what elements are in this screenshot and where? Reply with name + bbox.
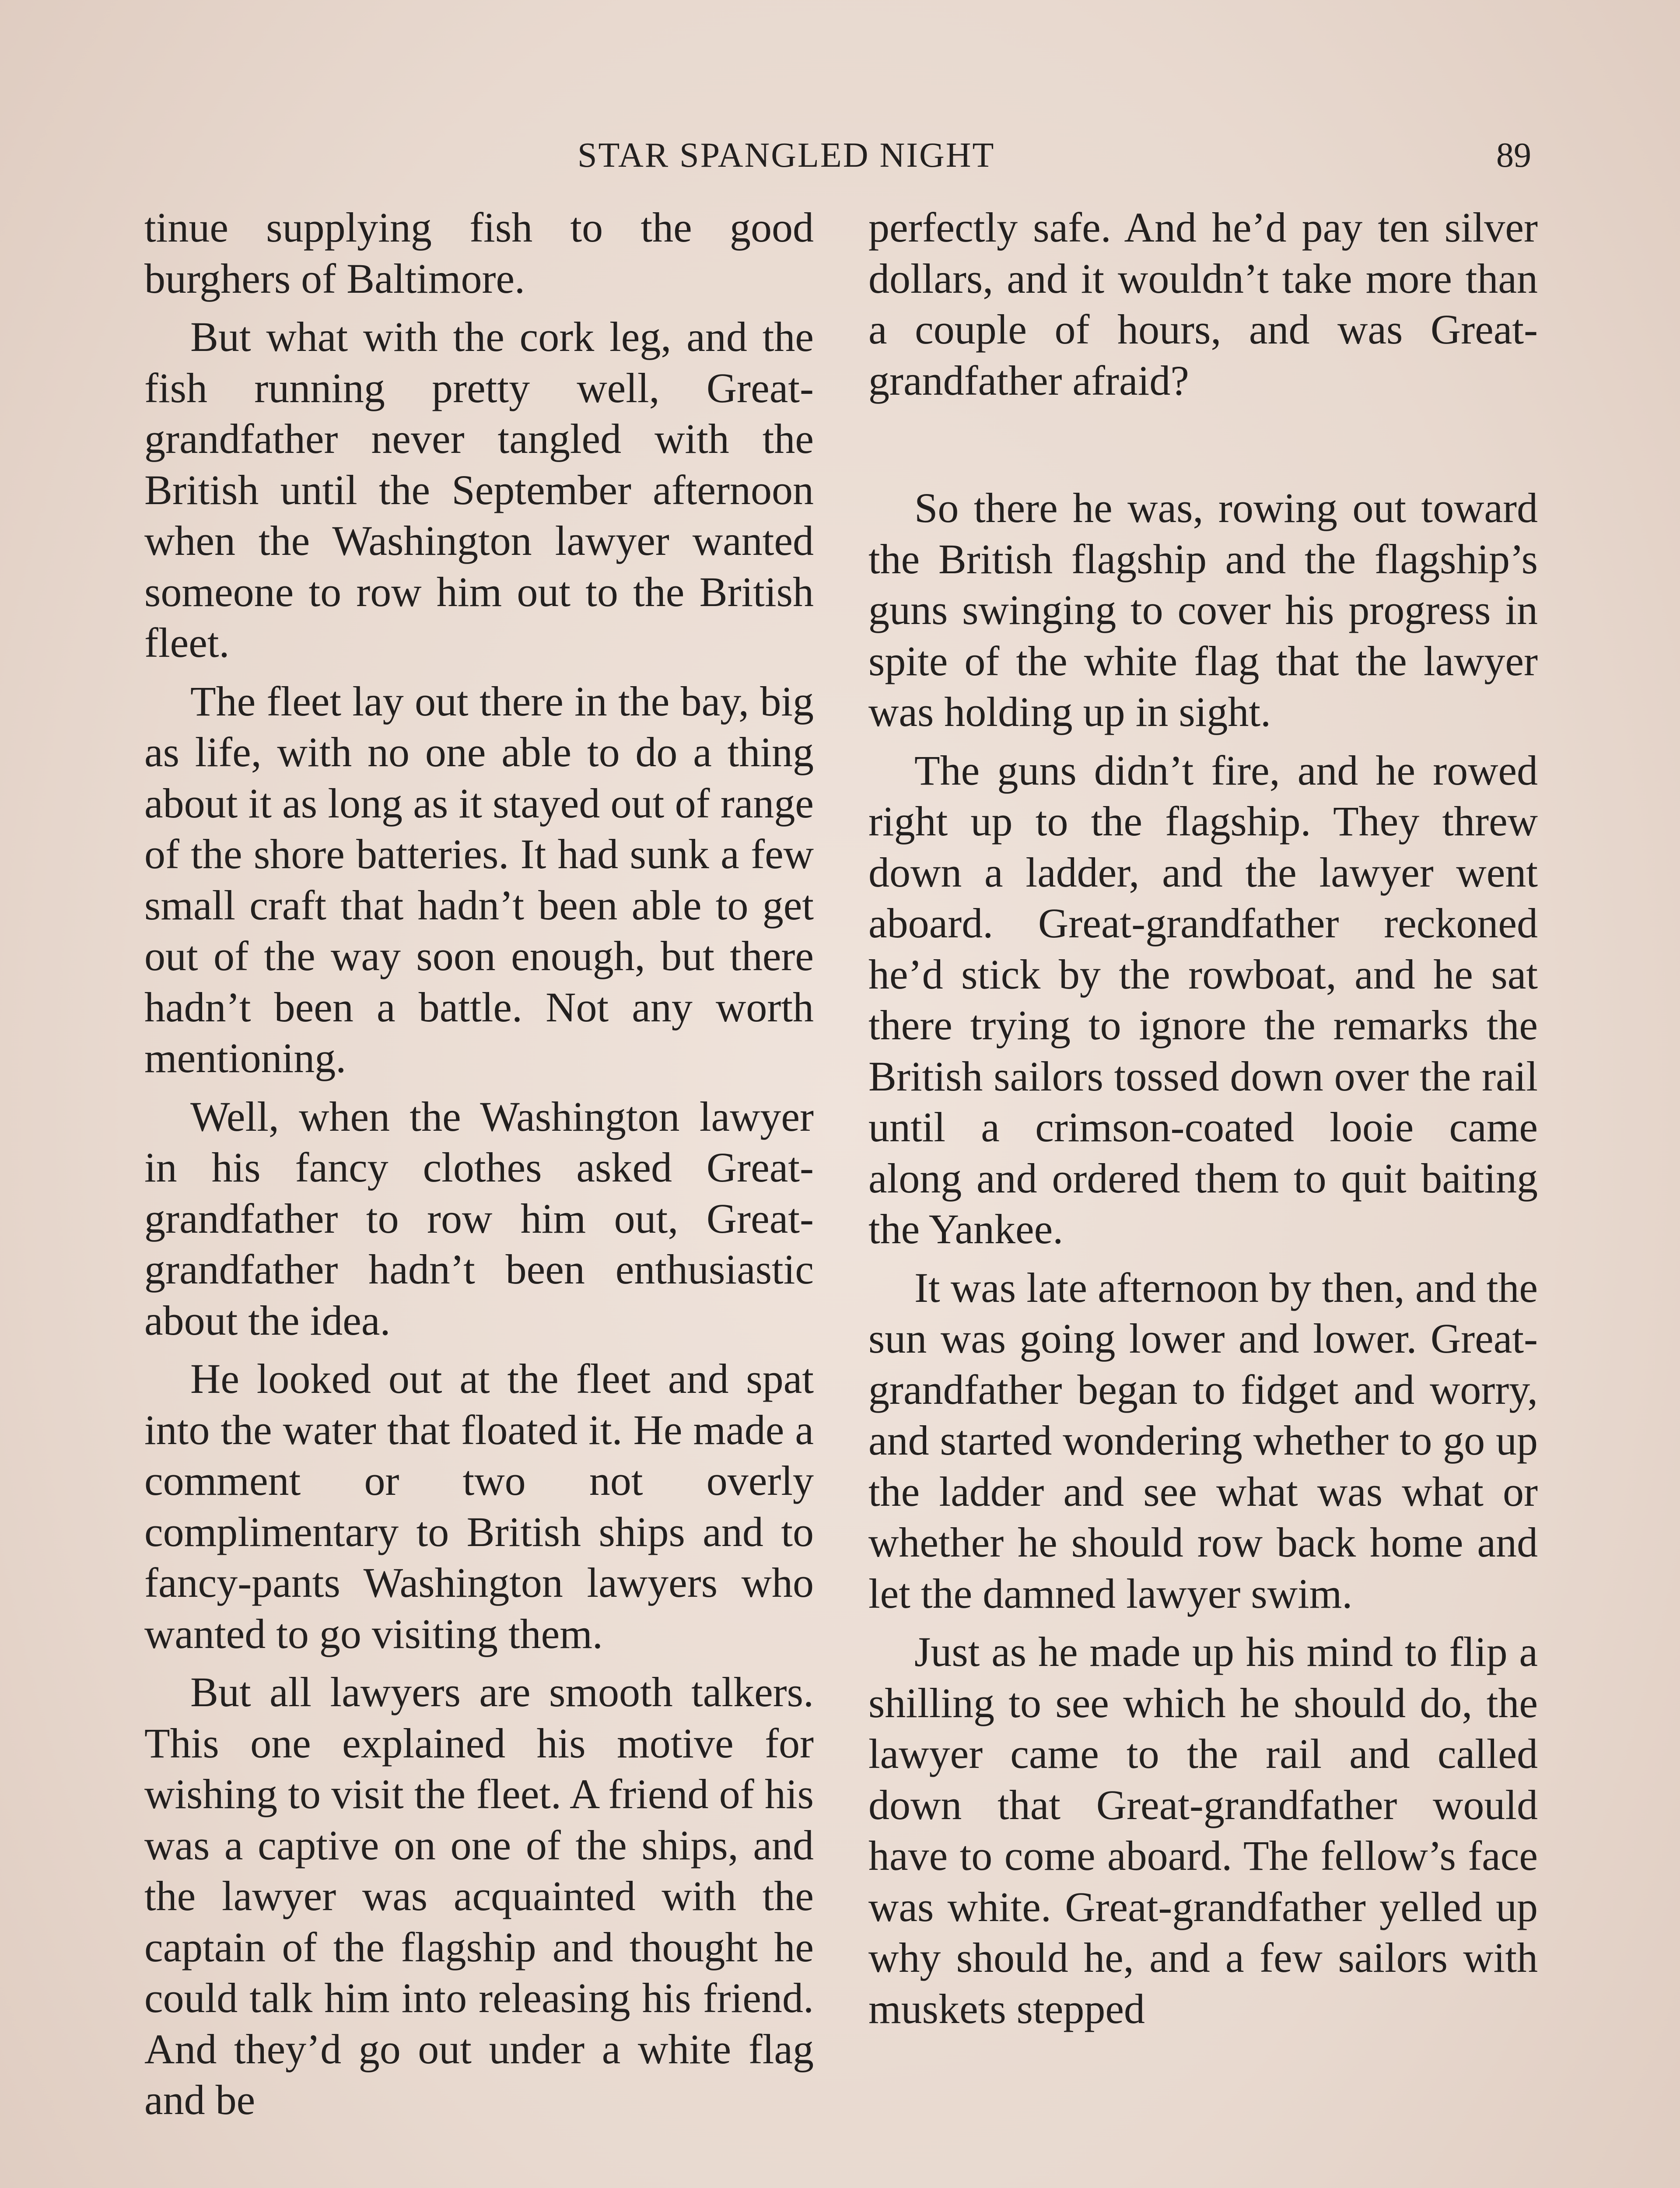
paragraph: The fleet lay out there in the bay, big as life, with no one able to do a thing about it as long as it stayed out of range of the shore batteries. It had sunk a few small craft that hadn’t been able to get out of the way soon enough, but there hadn’t been a battle. Not any worth mentioning. bbox=[144, 677, 814, 1081]
paragraph: Just as he made up his mind to flip a shilling to see which he should do, the lawyer came to the rail and called down that Great-grandfather would have to come aboard. The fellow’s face was white. Great-grandfather yelled up why should he, and a few sailors with muskets stepped bbox=[868, 1628, 1538, 2032]
chapter-title: STAR SPANGLED NIGHT bbox=[578, 136, 995, 175]
paragraph: But what with the cork leg, and the fish running pretty well, Great-grandfather never tangled with the British until the September afternoon when the Washington lawyer wanted someone to row him out to the British fleet. bbox=[144, 313, 814, 666]
right-text-column bbox=[868, 202, 1538, 2042]
running-head bbox=[0, 131, 1680, 179]
paragraph: So there he was, rowing out toward the British flagship and the flagship’s guns swinging to cover his progress in spite of the white flag that the lawyer was holding up in sight. bbox=[868, 484, 1538, 735]
left-text-column bbox=[144, 202, 814, 2133]
paragraph: perfectly safe. And he’d pay ten silver dollars, and it wouldn’t take more than a couple of hours, and was Great-grandfather afraid? bbox=[868, 204, 1538, 404]
page-number: 89 bbox=[1496, 136, 1531, 175]
paragraph: It was late afternoon by then, and the sun was going lower and lower. Great-grandfather began to fidget and worry, and started wondering whether to go up the ladder and see what was what or whether he should row back home and let the damned lawyer swim. bbox=[868, 1264, 1538, 1617]
paragraph: The guns didn’t fire, and he rowed right up to the flagship. They threw down a ladder, and the lawyer went aboard. Great-grandfather reckoned he’d stick by the rowboat, and he sat there trying to ignore the remarks the British sailors tossed down over the rail until a crimson-coated looie came along and ordered them to quit baiting the Yankee. bbox=[868, 747, 1538, 1252]
paragraph: Well, when the Washington lawyer in his fancy clothes asked Great-grandfather to row him out, Great-grandfather hadn’t been enthusiastic about the idea. bbox=[144, 1093, 814, 1344]
paragraph: He looked out at the fleet and spat into the water that floated it. He made a comment or two not overly complimentary to British ships and to fancy-pants Washington lawyers who wanted to go visiting them. bbox=[144, 1355, 814, 1657]
paragraph: But all lawyers are smooth talkers. This one explained his motive for wishing to visit the fleet. A friend of his was a captive on one of the ships, and the lawyer was acquainted with the captain of the flagship and thought he could talk him into releasing his friend. And they’d go out under a white flag and be bbox=[144, 1669, 814, 2123]
paragraph: tinue supplying fish to the good burghers of Baltimore. bbox=[144, 204, 814, 302]
